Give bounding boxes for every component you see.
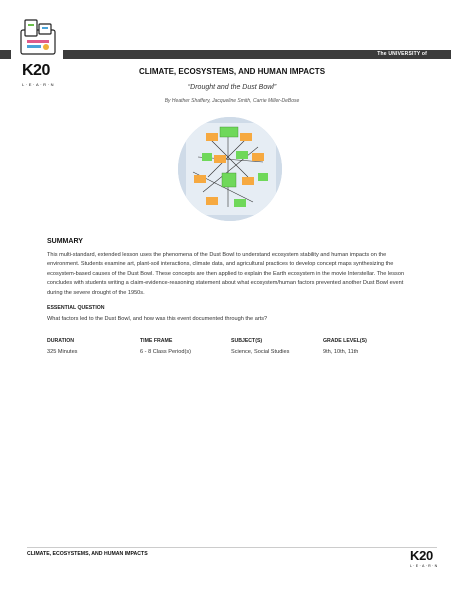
logo-text: K20 [22,62,50,79]
duration-value: 325 Minutes [47,349,78,355]
grade-levels-label: GRADE LEVEL(S) [323,338,367,344]
grade-levels-value: 9th, 10th, 11th [323,349,359,355]
document-title: CLIMATE, ECOSYSTEMS, AND HUMAN IMPACTS [138,67,326,76]
university-label: The UNIVERSITY of [377,51,427,57]
header-bar [0,50,451,59]
k20-logo-icon [19,16,57,56]
footer-divider [27,547,437,548]
duration-label: DURATION [47,338,74,344]
time-frame-label: TIME FRAME [140,338,173,344]
document-authors: By Heather Shaffery, Jacqueline Smith, Carrie Miller-DeBose [164,98,300,104]
logo-subtext: L·E·A·R·N [22,82,56,87]
footer-logo: K20 [410,548,433,563]
subjects-value: Science, Social Studies [231,349,290,355]
summary-heading: SUMMARY [47,238,83,245]
subjects-label: SUBJECT(S) [231,338,263,344]
essential-question-heading: ESSENTIAL QUESTION [47,305,105,311]
concept-map-photo [178,117,282,221]
document-subtitle: “Drought and the Dust Bowl” [187,84,277,91]
essential-question-text: What factors led to the Dust Bowl, and how was this event documented through the arts? [47,316,268,322]
time-frame-value: 6 - 8 Class Period(s) [140,349,191,355]
footer-logo-subtext: L·E·A·R·N [410,564,439,568]
footer-title: CLIMATE, ECOSYSTEMS, AND HUMAN IMPACTS [27,551,148,557]
concept-map-illustration [178,117,282,221]
summary-text: This multi-standard, extended lesson uses the phenomena of the Dust Bowl to understand ecosystem stability and human impacts on the environment. Students examine art, plant-soil interactions, climate data, and agricultural practices to develop concept maps synthesizing the ecosystem-based causes of the Dust Bowl. These concepts are then applied to explain the Earth ecosystem in the movie Interstellar. The lesson concludes with students writing a claim-evidence-reasoning statement about what ecosystem/human factors prevented another Dust Bowl event during the severe drought of the 1950s. [47,252,405,296]
